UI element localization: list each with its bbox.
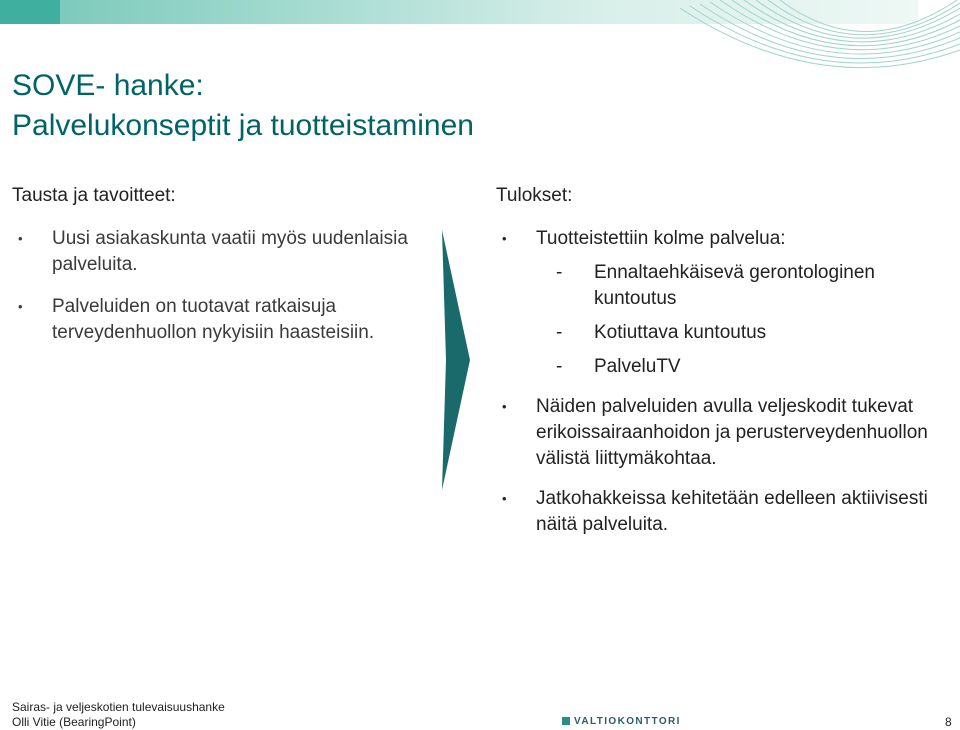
sublist-text: Ennaltaehkäisevä gerontologinen kuntoutus: [594, 262, 875, 309]
title-line-1: SOVE- hanke:: [12, 69, 204, 102]
decorative-wave-lines: [680, 0, 960, 95]
background-heading: Tausta ja tavoitteet:: [12, 185, 176, 206]
title-line-2: Palvelukonseptit ja tuotteistaminen: [12, 109, 474, 142]
background-section: [12, 184, 432, 362]
results-list: [496, 226, 936, 538]
sublist-text: PalveluTV: [594, 356, 681, 377]
bullet-dot-icon: •: [502, 399, 507, 414]
list-item: [496, 486, 936, 538]
sublist-item: [536, 320, 936, 346]
bullet-text: Näiden palveluiden avulla veljeskodit tukevat erikoissairaanhoidon ja perusterveydenhuollon välistä liittymäkohtaa.: [536, 396, 928, 469]
results-heading: Tulokset:: [496, 185, 573, 206]
services-sublist: [536, 260, 936, 380]
bullet-text: Tuotteistettiin kolme palvelua:: [536, 228, 786, 249]
footer-author: Olli Vitie (BearingPoint): [12, 715, 136, 729]
sublist-item: [536, 260, 936, 312]
bullet-text: Jatkohakkeissa kehitetään edelleen aktiivisesti näitä palveluita.: [536, 488, 928, 535]
dash-icon: -: [556, 262, 563, 283]
bullet-dot-icon: •: [18, 231, 23, 246]
page-title: [12, 66, 474, 146]
bullet-text: Palveluiden on tuotavat ratkaisuja terveydenhuollon nykyisiin haasteisiin.: [52, 296, 375, 343]
background-list: [12, 226, 432, 346]
bullet-dot-icon: •: [18, 299, 23, 314]
dash-icon: -: [556, 322, 563, 343]
footer-info: [12, 700, 225, 730]
list-item: [12, 294, 432, 346]
bullet-dot-icon: •: [502, 231, 507, 246]
logo-mark-icon: [562, 717, 570, 725]
footer-project-name: Sairas- ja veljeskotien tulevaisuushanke: [12, 700, 225, 714]
dash-icon: -: [556, 356, 563, 377]
valtiokonttori-logo: [562, 716, 681, 727]
list-item: [496, 226, 936, 380]
page-number: 8: [945, 715, 952, 729]
top-accent-block: [0, 0, 60, 24]
bullet-text: Uusi asiakaskunta vaatii myös uudenlaisia palveluita.: [52, 228, 408, 275]
bullet-dot-icon: •: [502, 491, 507, 506]
list-item: [496, 394, 936, 472]
logo-text: VALTIOKONTTORI: [574, 716, 681, 727]
chevron-arrow-icon: [442, 230, 470, 490]
sublist-text: Kotiuttava kuntoutus: [594, 322, 767, 343]
list-item: [12, 226, 432, 278]
results-section: [496, 184, 936, 552]
sublist-item: [536, 354, 936, 380]
